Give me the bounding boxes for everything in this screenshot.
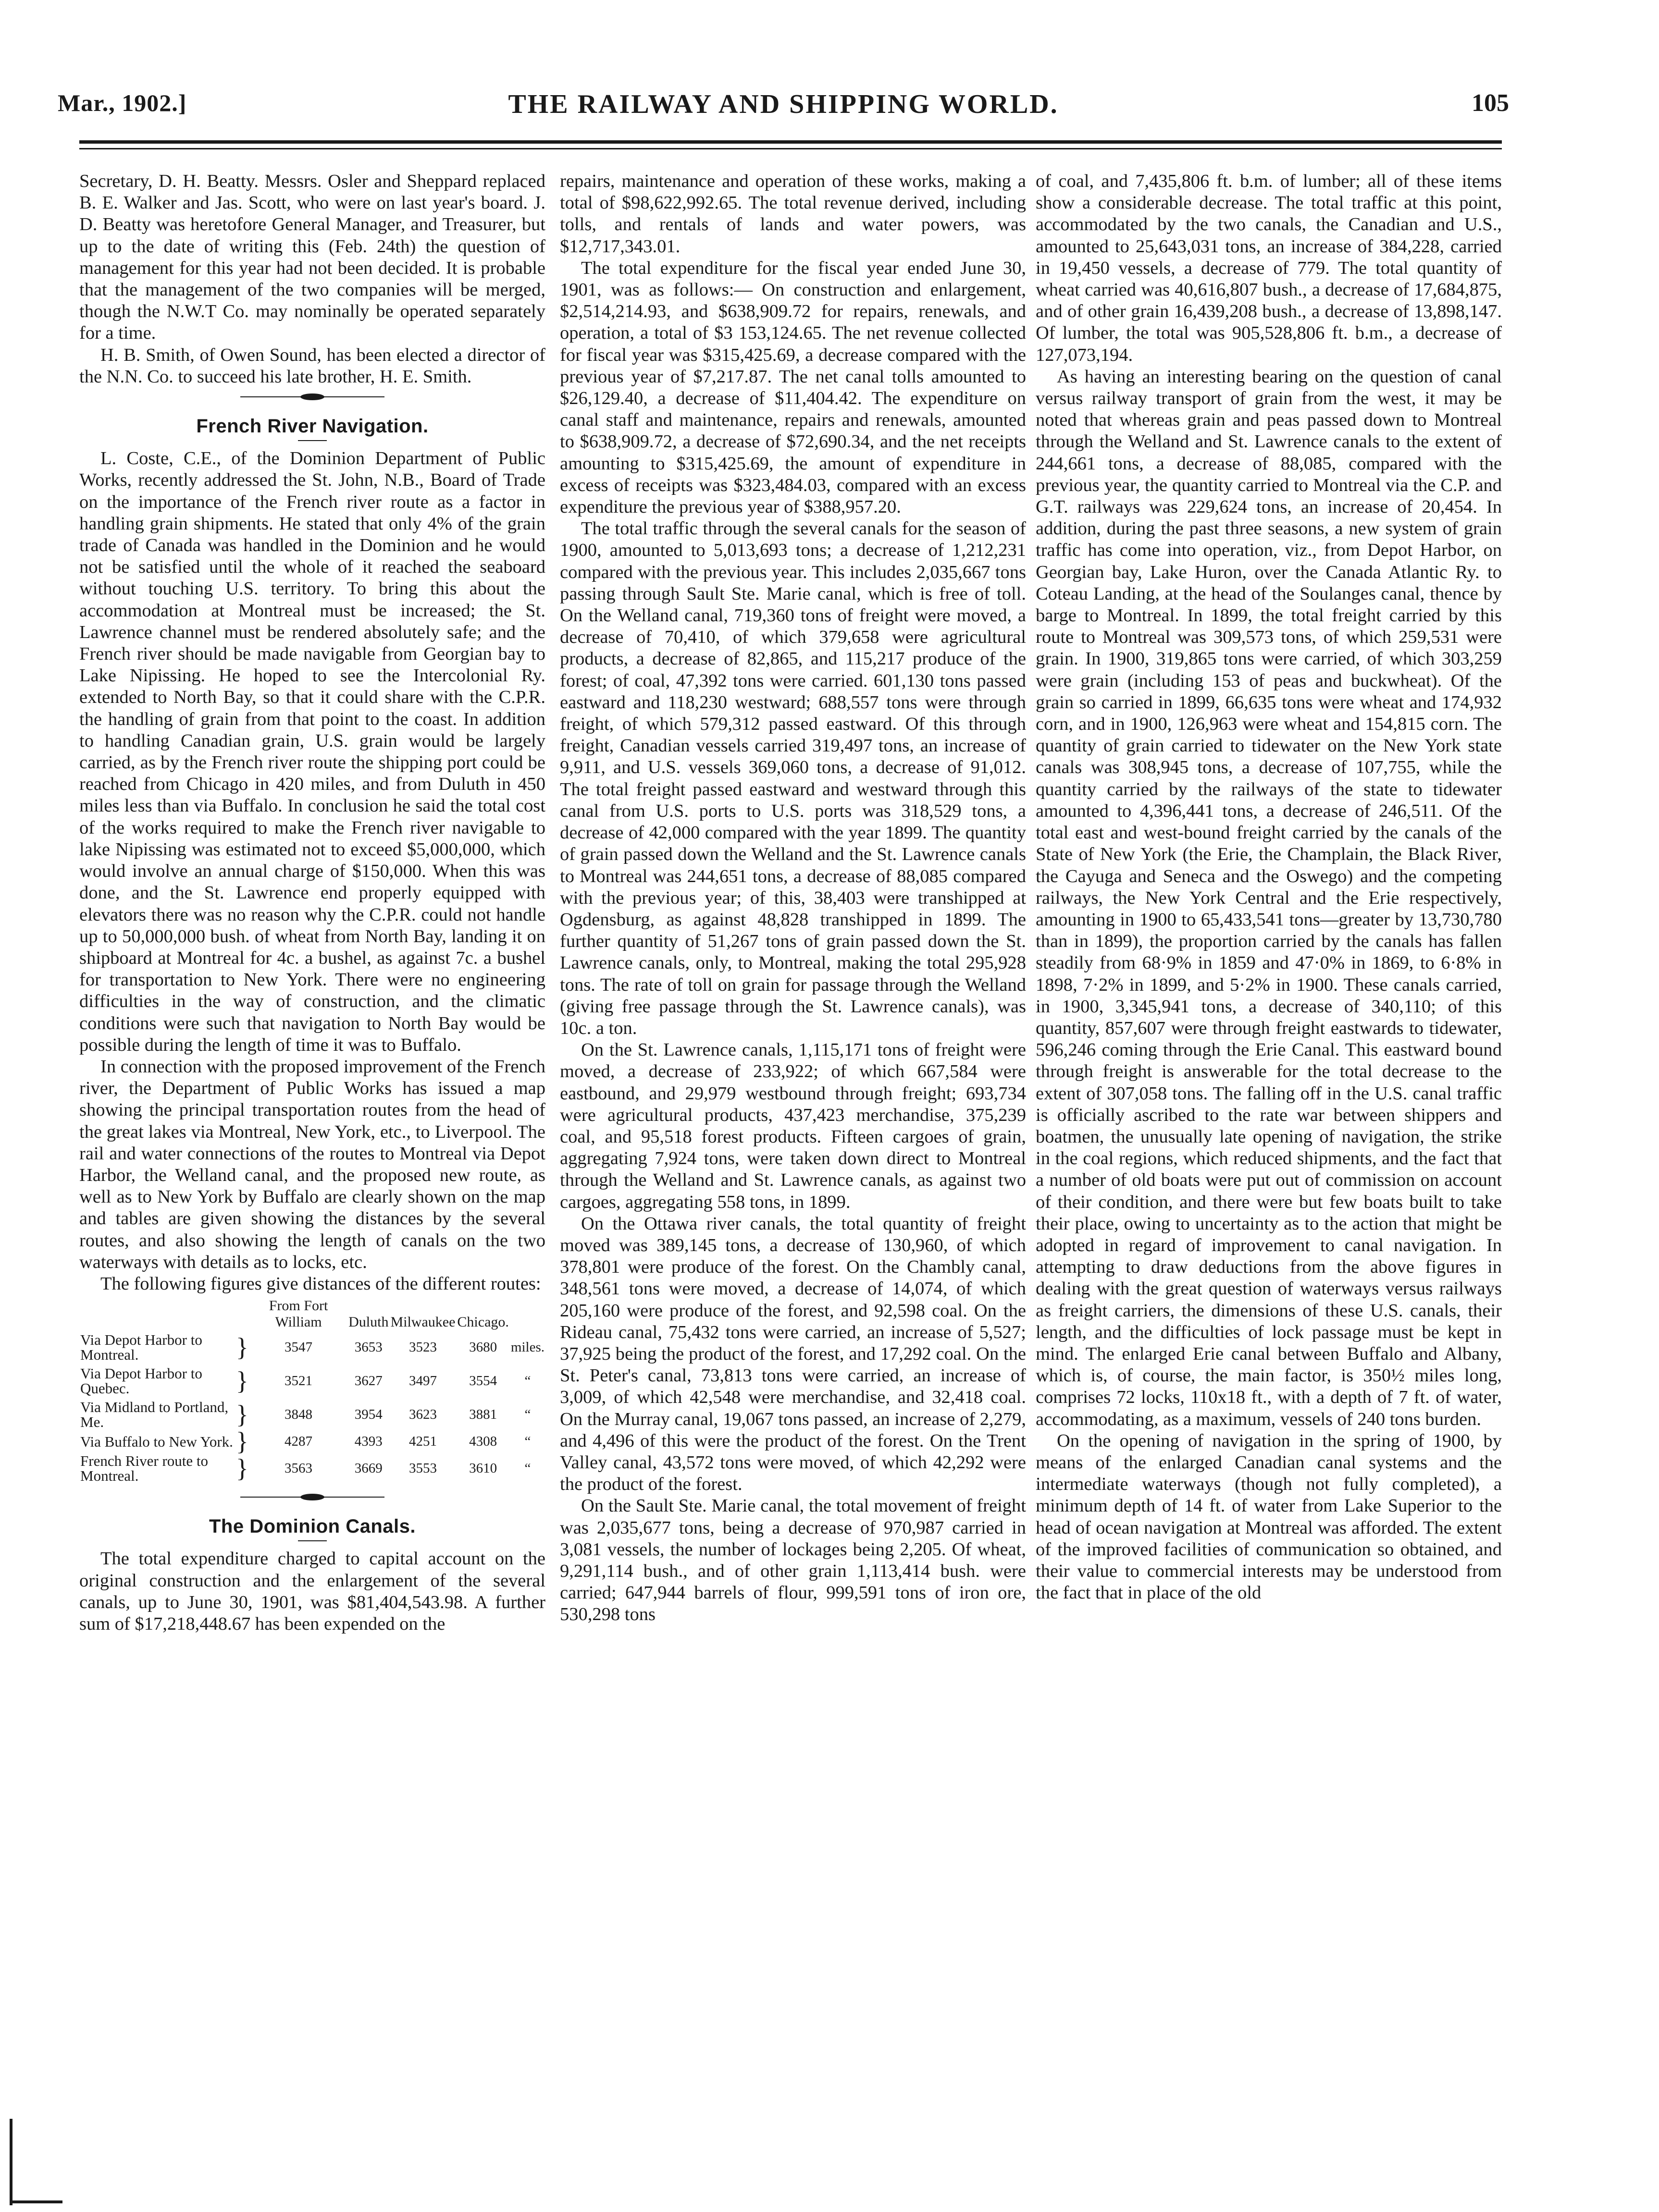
paragraph: The total expenditure charged to capital account on the original construction and the enlargement of the several canals, up to June 30, 1901, was $81,404,543.98. A further sum of $17,218,448.67 has been expended on the <box>79 1548 545 1634</box>
table-cell: 3563 <box>285 1461 313 1476</box>
paragraph: H. B. Smith, of Owen Sound, has been elected a director of the N.N. Co. to succeed his late brother, H. E. Smith. <box>79 344 545 387</box>
section-heading-dominion-canals: The Dominion Canals. <box>209 1516 416 1537</box>
publication-title: THE RAILWAY AND SHIPPING WORLD. <box>508 89 1059 119</box>
table-row <box>79 1364 545 1398</box>
brace: } <box>236 1454 248 1483</box>
section-ornament <box>79 390 545 404</box>
brace: } <box>236 1333 248 1362</box>
table-cell: 3954 <box>354 1407 383 1423</box>
table-cell: 3497 <box>409 1373 437 1389</box>
table-cell: 3521 <box>285 1373 313 1389</box>
paragraph: The total traffic through the several canals for the season of 1900, amounted to 5,013,693 tons; a decrease of 1,212,231 compared with the previous year. This includes 2,035,667 tons passing through Sault Ste. Marie canal, which is free of toll. On the Welland canal, 719,360 tons of freight were moved, a decrease of 70,410, of which 379,658 were agricultural products, a decrease of 82,865, and 115,217 produce of the forest; of coal, 47,392 tons were carried. 601,130 tons passed eastward and 118,230 westward; 688,557 tons were through freight, of which 579,312 passed eastward. Of this through freight, Canadian vessels carried 319,497 tons, an increase of 9,911, and U.S. vessels 369,060 tons, a decrease of 91,012. The total freight passed eastward and westward through this canal from U.S. ports to U.S. ports was 318,529 tons, a decrease of 42,000 compared with the year 1899. The quantity of grain passed down the Welland and the St. Lawrence canals to Montreal was 244,651 tons, a decrease of 88,085 compared with the previous year; of this, 38,403 were transhipped at Ogdensburg, as against 48,828 transhipped in 1899. The further quantity of 51,267 tons of grain passed down the St. Lawrence canals, only, to Montreal, making the total 295,928 tons. The rate of toll on grain for passage through the Welland (giving free passage through the St. Lawrence canals), was 10c. a ton. <box>560 518 1026 1038</box>
table-cell: 4393 <box>354 1434 383 1450</box>
scan-edge-mark <box>10 2200 62 2203</box>
route-name: French River route to Montreal. <box>80 1452 209 1485</box>
divider <box>298 1540 327 1541</box>
table-cell: 3653 <box>354 1339 383 1355</box>
page-header <box>58 89 1509 132</box>
column-header: Duluth <box>348 1314 389 1330</box>
section-heading-french-river: French River Navigation. <box>196 416 429 437</box>
table-cell: 3554 <box>469 1373 497 1389</box>
table-row <box>79 1330 545 1364</box>
issue-date: Mar., 1902.] <box>58 89 187 116</box>
divider <box>298 440 327 441</box>
table-cell: “ <box>524 1373 531 1389</box>
distance-table <box>79 1298 545 1485</box>
table-header-row <box>79 1298 545 1330</box>
table-cell: 4308 <box>469 1434 497 1450</box>
column-1 <box>79 171 545 1635</box>
brace: } <box>236 1400 248 1429</box>
table-cell: “ <box>524 1461 531 1476</box>
table-cell: 3848 <box>285 1407 313 1423</box>
table-cell: 3610 <box>469 1461 497 1476</box>
paragraph: L. Coste, C.E., of the Dominion Department of Public Works, recently addressed the St. John, N.B., Board of Trade on the importance of the French river route as a factor in handling grain shipments. He stated that only 4% of the grain trade of Canada was handled in the Dominion and he would not be satisfied until the whole of it reached the seaboard without touching U.S. territory. To bring this about the accommodation at Montreal must be increased; the St. Lawrence channel must be rendered absolutely safe; and the French river should be made navigable from Georgian bay to Lake Nipissing. He hoped to see the Intercolonial Ry. extended to North Bay, so that it could share with the C.P.R. the handling of grain from that point to the coast. In addition to handling Canadian grain, U.S. grain would be largely carried, as by the French river route the shipping port could be reached from Chicago in 420 miles, and from Duluth in 450 miles less than via Buffalo. In conclusion he said the total cost of the works required to make the French river navigable to lake Nipissing was estimated not to exceed $5,000,000, which would involve an annual charge of $150,000. When this was done, and the St. Lawrence end properly equipped with elevators there was no reason why the C.P.R. could not handle up to 50,000,000 bush. of wheat from North Bay, landing it on shipboard at Montreal for 4c. a bushel, as against 7c. a bushel for transportation to New York. There were no engineering difficulties in the way of construction, and the climatic conditions were such that navigation to North Bay would be possible during the length of time it was to Buffalo. <box>79 448 545 1055</box>
column-2 <box>560 171 1026 1626</box>
column-3 <box>1036 171 1502 1604</box>
paragraph: On the opening of navigation in the spring of 1900, by means of the enlarged Canadian canal systems and the intermediate waterways (though not fully completed), a minimum depth of 14 ft. of water from Lake Superior to the head of ocean navigation at Montreal was afforded. The extent of the improved facilities of communication so obtained, and their value to commercial interests may be understood from the fact that in place of the old <box>1036 1430 1502 1603</box>
table-cell: 3547 <box>285 1339 313 1355</box>
route-name: Via Buffalo to New York. <box>80 1433 233 1450</box>
paragraph: Secretary, D. H. Beatty. Messrs. Osler and Sheppard replaced B. E. Walker and Jas. Scott, who were on last year's board. J. D. Beatty was heretofore General Manager, and Treasurer, but up to the date of writing this (Feb. 24th) the question of management for this year had not been decided. It is probable that the management of the two companies will be merged, though the N.W.T Co. may nominally be operated separately for a time. <box>79 171 545 344</box>
brace: } <box>236 1366 248 1396</box>
paragraph: On the Ottawa river canals, the total quantity of freight moved was 389,145 tons, a decrease of 130,960, of which 378,801 were produce of the forest. On the Chambly canal, 348,561 tons were moved, a decrease of 14,074, of which 205,160 were produce of the forest, and 92,598 coal. On the Rideau canal, 75,432 tons were carried, an increase of 5,527; 37,925 being the product of the forest, and 17,292 coal. On the St. Peter's canal, 73,813 tons were carried, an increase of 3,009, of which 42,548 were merchandise, and 32,418 coal. On the Murray canal, 19,067 tons passed, an increase of 2,279, and 4,496 of this were the product of the forest. On the Trent Valley canal, 43,572 tons were moved, of which 42,292 were the product of the forest. <box>560 1213 1026 1495</box>
table-cell: “ <box>524 1407 531 1423</box>
table-row <box>79 1431 545 1451</box>
table-cell: 3669 <box>354 1461 383 1476</box>
table-cell: “ <box>524 1434 531 1450</box>
route-name: Via Depot Harbor to Quebec. <box>80 1365 202 1397</box>
table-cell: 4251 <box>409 1434 437 1450</box>
table-cell: 3627 <box>354 1373 383 1389</box>
scan-edge-mark <box>10 2119 12 2205</box>
route-name: Via Depot Harbor to Montreal. <box>80 1331 202 1364</box>
table-cell: 3680 <box>469 1339 497 1355</box>
table-row <box>79 1451 545 1485</box>
header-rule-thick <box>79 140 1502 144</box>
table-row <box>79 1398 545 1431</box>
table-cell: 3623 <box>409 1407 437 1423</box>
page-number: 105 <box>1472 89 1509 117</box>
column-header: Chicago. <box>457 1314 509 1330</box>
table-cell: 4287 <box>285 1434 313 1450</box>
paragraph: The total expenditure for the fiscal year ended June 30, 1901, was as follows:— On construction and enlargement, $2,514,214.93, and $638,909.72 for repairs, renewals, and operation, a total of $3 153,124.65. The net revenue collected for fiscal year was $315,425.69, a decrease compared with the previous year of $7,217.87. The net canal tolls amounted to $26,129.40, a decrease of $11,404.42. The expenditure on canal staff and maintenance, repairs and renewals, amounted to $638,909.72, a decrease of $72,690.34, and the net receipts amounting to $315,425.69, the amount of expenditure in excess of receipts was $323,484.03, compared with an excess expenditure the previous year of $388,957.20. <box>560 258 1026 517</box>
header-rule-thin <box>79 148 1502 149</box>
paragraph: In connection with the proposed improvement of the French river, the Department of Public Works has issued a map showing the principal transportation routes from the head of the great lakes via Montreal, New York, etc., to Liverpool. The rail and water connections of the routes to Montreal via Depot Harbor, the Welland canal, and the proposed new route, as well as to New York by Buffalo are clearly shown on the map and tables are given showing the distances by the several routes, and also showing the length of canals on the two waterways with details as to locks, etc. <box>79 1056 545 1272</box>
paragraph: On the Sault Ste. Marie canal, the total movement of freight was 2,035,677 tons, being a decrease of 970,987 carried in 3,081 vessels, the number of lockages being 2,205. Of wheat, 9,291,114 bush., and of other grain 1,113,414 bush. were carried; 647,944 barrels of flour, 999,591 tons of iron ore, 530,298 tons <box>560 1496 1026 1625</box>
column-header: From Fort William <box>269 1298 328 1330</box>
column-header: Milwaukee <box>390 1314 456 1330</box>
paragraph: The following figures give distances of the different routes: <box>100 1273 541 1294</box>
paragraph: of coal, and 7,435,806 ft. b.m. of lumber; all of these items show a considerable decrease. The total traffic at this point, accommodated by the two canals, the Canadian and U.S., amounted to 25,643,031 tons, an increase of 384,228, carried in 19,450 vessels, a decrease of 779. The total quantity of wheat carried was 40,616,807 bush., a decrease of 17,684,875, and of other grain 16,439,208 bush., a decrease of 13,898,147. Of lumber, the total was 905,528,806 ft. b.m., a decrease of 127,073,194. <box>1036 171 1502 365</box>
brace: } <box>236 1427 248 1456</box>
table-cell: miles. <box>510 1339 545 1355</box>
paragraph: As having an interesting bearing on the question of canal versus railway transport of grain from the west, it may be noted that whereas grain and peas passed down to Montreal through the Welland and St. Lawrence canals to the extent of 244,661 tons, a decrease of 88,085, compared with the previous year, the quantity carried to Montreal via the C.P. and G.T. railways was 229,624 tons, an increase of 20,454. In addition, during the past three seasons, a new system of grain traffic has come into operation, viz., from Depot Harbor, on Georgian bay, Lake Huron, over the Canada Atlantic Ry. to Coteau Landing, at the head of the Soulanges canal, thence by barge to Montreal. In 1899, the total freight carried by this route to Montreal was 309,573 tons, of which 259,531 were grain. In 1900, 319,865 tons were carried, of which 303,259 were grain (including 153 of peas and buckwheat). Of the grain so carried in 1899, 66,635 tons were wheat and 174,932 corn, and in 1900, 126,963 were wheat and 154,815 corn. The quantity of grain carried to tidewater on the New York state canals was 308,945 tons, a decrease of 107,755, while the quantity carried by the railways of the state to tidewater amounted to 4,396,441 tons, a decrease of 246,511. Of the total east and west-bound freight carried by the canals of the State of New York (the Erie, the Champlain, the Black River, the Cayuga and Seneca and the Oswego) and the competing railways, the New York Central and the Erie respectively, amounting in 1900 to 65,433,541 tons—greater by 13,730,780 than in 1899), the proportion carried by the canals has fallen steadily from 68·9% in 1859 and 47·0% in 1869, to 6·8% in 1898, 7·2% in 1899, and 5·2% in 1900. These canals carried, in 1900, 3,345,941 tons, a decrease of 340,110; of this quantity, 857,607 were through freight eastwards to tidewater, 596,246 coming through the Erie Canal. This eastward bound through freight is answerable for the total decrease to the extent of 307,058 tons. The falling off in the U.S. canal traffic is officially ascribed to the rate war between shippers and boatmen, the unusually late opening of navigation, the strike in the coal regions, which reduced shipments, and the fact that a number of old boats were put out of commission on account of their condition, and there were but few boats built to take their place, owing to uncertainty as to the action that might be adopted in regard of improvement to canal navigation. In attempting to draw deductions from the above figures in dealing with the great question of waterways versus railways as freight carriers, the dimensions of these U.S. canals, their length, and the difficulties of lock passage must be kept in mind. The enlarged Erie canal between Buffalo and Albany, which is, of course, the main factor, is 350½ miles long, comprises 72 locks, 110x18 ft., with a depth of 7 ft. of water, accommodating, as a maximum, vessels of 240 tons burden. <box>1036 366 1502 1429</box>
table-cell: 3553 <box>409 1461 437 1476</box>
section-ornament <box>79 1490 545 1504</box>
table-cell: 3523 <box>409 1339 437 1355</box>
paragraph: repairs, maintenance and operation of these works, making a total of $98,622,992.65. The total revenue derived, including tolls, and rentals of lands and water powers, was $12,717,343.01. <box>560 171 1026 257</box>
table-cell: 3881 <box>469 1407 497 1423</box>
route-name: Via Midland to Portland, Me. <box>80 1399 229 1431</box>
paragraph: On the St. Lawrence canals, 1,115,171 tons of freight were moved, a decrease of 233,922; of which 667,584 were eastbound, and 29,979 westbound through freight; 693,734 were agricultural products, 437,423 merchandise, 375,239 coal, and 95,518 forest products. Fifteen cargoes of grain, aggregating 7,924 tons, were taken down direct to Montreal through the Welland and St. Lawrence canals, as against two cargoes, aggregating 558 tons, in 1899. <box>560 1040 1026 1212</box>
